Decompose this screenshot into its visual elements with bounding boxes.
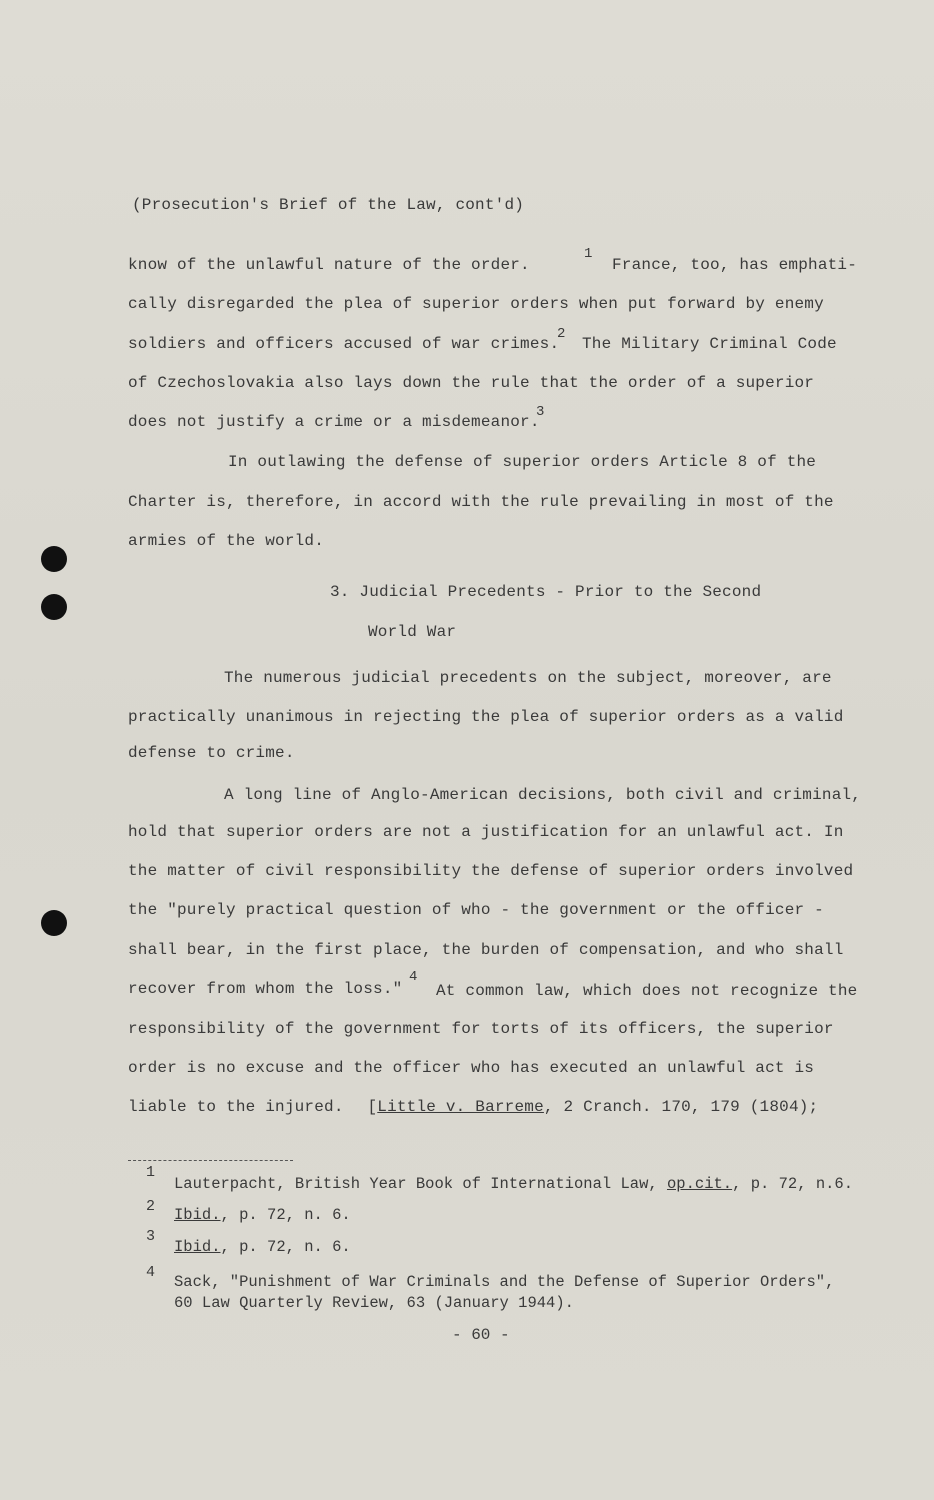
para3-line1: The numerous judicial precedents on the subject, moreover, are — [224, 669, 832, 687]
para2-line1: In outlawing the defense of superior orders Article 8 of the — [228, 453, 817, 471]
footnote-3-page: , p. 72, n. 6. — [220, 1238, 351, 1256]
para4-line5: shall bear, in the first place, the burden of compensation, and who shall — [128, 941, 844, 959]
footnote-2-page: , p. 72, n. 6. — [220, 1206, 351, 1224]
footnote-1-text: Lauterpacht, British Year Book of International Law, — [174, 1175, 667, 1193]
footnote-2-ref: Ibid. — [174, 1206, 221, 1224]
punch-hole — [41, 910, 67, 936]
footnote-ref-2: 2 — [557, 326, 566, 342]
footnote-4-number: 4 — [146, 1264, 156, 1281]
para1-line1b: France, too, has emphati- — [612, 256, 858, 274]
footnote-ref-3: 3 — [536, 404, 545, 420]
para3-line3: defense to crime. — [128, 744, 295, 762]
para4-line9a: liable to the injured. — [128, 1098, 344, 1116]
footnote-4: Sack, "Punishment of War Criminals and the Defense of Superior Orders", — [174, 1273, 835, 1291]
punch-hole — [41, 594, 67, 620]
para4-line9 — [128, 1098, 818, 1116]
footnote-1 — [174, 1175, 853, 1193]
para1-line1a: know of the unlawful nature of the order. — [128, 256, 530, 274]
para4-line6a: recover from whom the loss." — [128, 980, 403, 998]
section-heading-line2: World War — [368, 623, 457, 641]
footnote-ref-1: 1 — [584, 246, 593, 262]
footnote-3-ref: Ibid. — [174, 1238, 221, 1256]
para3-line2: practically unanimous in rejecting the plea of superior orders as a valid — [128, 708, 844, 726]
case-citation: , 2 Cranch. 170, 179 (1804); — [543, 1098, 819, 1116]
case-name: Little v. Barreme — [377, 1098, 544, 1116]
footnote-4-line2: 60 Law Quarterly Review, 63 (January 1944). — [174, 1294, 574, 1312]
para4-line8: order is no excuse and the officer who has executed an unlawful act is — [128, 1059, 815, 1077]
para4-line4: the "purely practical question of who - the government or the officer - — [128, 901, 824, 919]
footnote-3-number: 3 — [146, 1228, 156, 1245]
page-header: (Prosecution's Brief of the Law, cont'd) — [132, 196, 525, 214]
para1-line4: of Czechoslovakia also lays down the rule that the order of a superior — [128, 374, 815, 392]
para2-line2: Charter is, therefore, in accord with the rule prevailing in most of the — [128, 493, 834, 511]
footnote-2 — [174, 1206, 351, 1224]
footnote-1-page: , p. 72, n.6. — [732, 1175, 854, 1193]
para4-line7: responsibility of the government for torts of its officers, the superior — [128, 1020, 834, 1038]
para4-line3: the matter of civil responsibility the defense of superior orders involved — [128, 862, 854, 880]
footnote-ref-4: 4 — [409, 969, 418, 985]
para4-line1: A long line of Anglo-American decisions, both civil and criminal, — [224, 786, 862, 804]
para4-line6b: At common law, which does not recognize the — [436, 982, 858, 1000]
footnote-1-ref: op.cit. — [666, 1175, 733, 1193]
citation-bracket: [ — [367, 1098, 378, 1116]
para1-line5: does not justify a crime or a misdemeanor. — [128, 413, 540, 431]
para1-line3a: soldiers and officers accused of war crimes. — [128, 335, 560, 353]
footnote-3 — [174, 1238, 351, 1256]
section-heading: 3. Judicial Precedents - Prior to the Second — [330, 583, 762, 601]
punch-hole — [41, 546, 67, 572]
page-number: - 60 - — [452, 1326, 510, 1344]
footnote-1-number: 1 — [146, 1164, 156, 1181]
para2-line3: armies of the world. — [128, 532, 325, 550]
para1-line2: cally disregarded the plea of superior orders when put forward by enemy — [128, 295, 824, 313]
footnote-2-number: 2 — [146, 1198, 156, 1215]
footnote-separator — [128, 1160, 293, 1161]
para1-line3b: The Military Criminal Code — [582, 335, 837, 353]
para4-line2: hold that superior orders are not a justification for an unlawful act. In — [128, 823, 844, 841]
